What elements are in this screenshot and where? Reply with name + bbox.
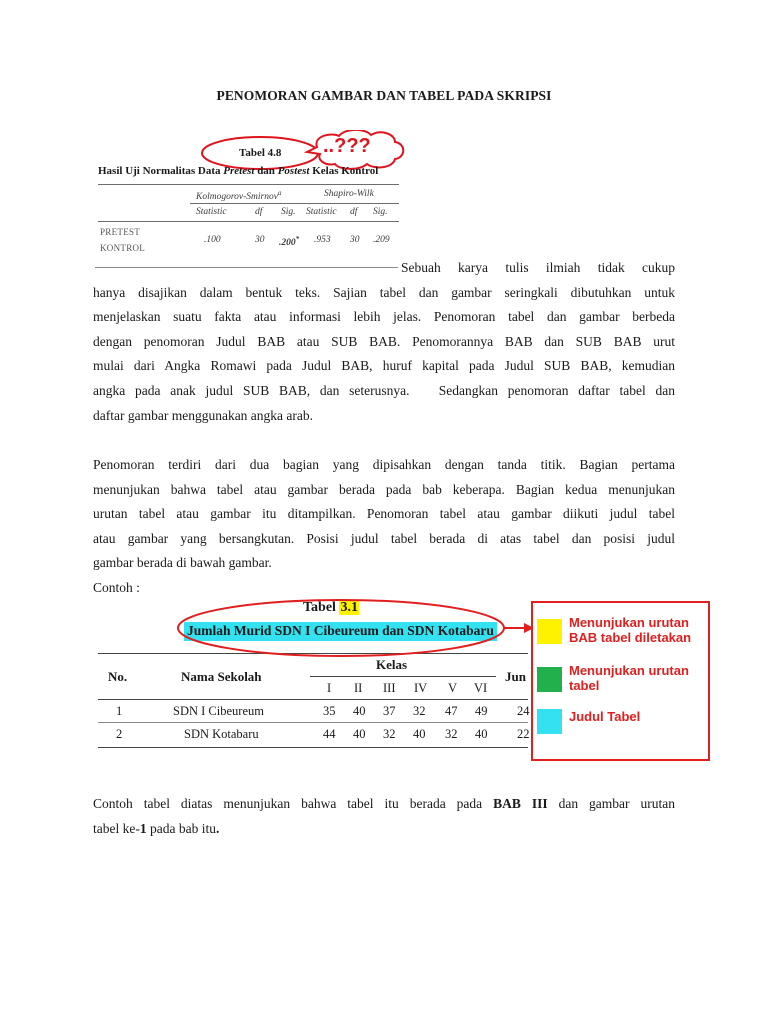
legend-swatch-cyan (537, 709, 562, 734)
table-4-8-figure (95, 130, 410, 275)
paragraph-line: menjelaskan suatu fakta atau informasi lebih jelas. Penomoran tabel dan gambar berbeda (93, 309, 675, 325)
table-3-1-title: Jumlah Murid SDN I Cibeureum dan SDN Kotabaru (184, 622, 497, 641)
table-cell: 47 (445, 704, 458, 718)
paragraph-line: gambar berada di bawah gambar. (93, 555, 272, 571)
legend-text: Judul Tabel (569, 709, 641, 724)
table-cell: 30 (255, 235, 265, 245)
legend-swatch-green (537, 667, 562, 692)
header-shapiro: Shapiro-Wilk (324, 189, 374, 199)
paragraph-line: dengan penomoran Judul BAB atau SUB BAB. Penomorannya BAB dan SUB BAB urut (93, 333, 675, 349)
paragraph-line: tabel ke-1 pada bab itu. (93, 820, 220, 836)
callout-text: ..??? (323, 135, 371, 157)
paragraph-line: Contoh tabel diatas menunjukan bahwa tabel itu berada pada BAB III dan gambar urutan (93, 796, 675, 811)
kelas-header: V (448, 681, 458, 695)
paragraph-line: Penomoran terdiri dari dua bagian yang dipisahkan dengan tanda titik. Bagian pertama (93, 457, 675, 472)
contoh-label: Contoh : (93, 579, 140, 595)
table-cell: 35 (323, 704, 336, 718)
callout-annotation (95, 130, 410, 190)
table-cell: 37 (383, 704, 396, 718)
table-cell: 40 (413, 727, 426, 741)
table-cell: 40 (353, 704, 366, 718)
subheader: Sig. (281, 207, 296, 217)
table-cell: SDN Kotabaru (184, 727, 259, 741)
paragraph-line: angka pada anak judul SUB BAB, dan seterusnya. Sedangkan penomoran daftar tabel dan (93, 382, 675, 398)
table-cell: .200* (279, 235, 300, 249)
table-cell: 22 (517, 727, 530, 741)
page-title: PENOMORAN GAMBAR DAN TABEL PADA SKRIPSI (216, 88, 552, 103)
paragraph-line: menunjukan bahwa tabel atau gambar berada pada bab keberapa. Bagian kedua menunjukan (93, 481, 675, 497)
table-cell: 2 (116, 727, 123, 741)
header-jumlah: Jun (505, 669, 526, 684)
table-cell: 40 (353, 727, 366, 741)
table-cell: 49 (475, 704, 488, 718)
subheader: df (350, 207, 358, 217)
paragraph-line: atau gambar yang bersangkutan. Posisi judul tabel berada di atas tabel dan posisi judul (93, 530, 675, 546)
legend-text: Menunjukan urutan BAB tabel diletakan (569, 615, 692, 645)
header-kolmogorov: Kolmogorov-Smirnov$^a$ (196, 189, 282, 203)
kelas-header: VI (474, 681, 488, 695)
kelas-header: I (327, 681, 332, 695)
subheader: Sig. (373, 207, 388, 217)
table-cell: 24 (517, 704, 530, 718)
legend-swatch-yellow (537, 619, 562, 644)
table-cell: 32 (413, 704, 426, 718)
table-cell: SDN I Cibeureum (173, 704, 264, 718)
table-3-1-figure (98, 597, 710, 762)
row-label: PRETEST (100, 227, 141, 237)
table-cell: 44 (323, 727, 336, 741)
table-3-1-caption: Tabel 3.1 (303, 600, 358, 615)
kelas-header: IV (414, 681, 428, 695)
kelas-header: II (354, 681, 363, 695)
table-cell: 32 (445, 727, 458, 741)
table-cell: 1 (116, 704, 123, 718)
legend-text: Menunjukan urutan tabel (569, 663, 689, 693)
subheader: Statistic (306, 207, 337, 217)
legend-box (531, 601, 710, 761)
table-cell: 30 (350, 235, 360, 245)
paragraph-3 (93, 792, 675, 841)
table-cell: .209 (373, 235, 390, 245)
table-4-8-caption: Tabel 4.8 (239, 147, 282, 159)
row-label: KONTROL (100, 243, 146, 253)
table-cell: .100 (204, 235, 221, 245)
paragraph-2 (93, 453, 675, 601)
header-no: No. (108, 669, 128, 684)
paragraph-line: daftar gambar menggunakan angka arab. (93, 407, 314, 423)
subheader: df (255, 207, 263, 217)
paragraph-line: hanya disajikan dalam bentuk teks. Sajian tabel dan gambar seringkali dibutuhkan untuk (93, 284, 675, 300)
table-cell: 32 (383, 727, 396, 741)
paragraph-line: Sebuah karya tulis ilmiah tidak cukup (401, 260, 675, 275)
table-4-8-title: Hasil Uji Normalitas Data Pretest dan Postest Kelas Kontrol (98, 165, 379, 177)
table-cell: 40 (475, 727, 488, 741)
header-nama-sekolah: Nama Sekolah (181, 669, 262, 684)
paragraph-line: urutan tabel atau gambar itu ditampilkan. Penomoran tabel atau gambar diikuti judul tabel (93, 506, 675, 522)
paragraph-1 (93, 256, 675, 428)
red-ellipse-annotation (98, 597, 538, 667)
paragraph-line: mulai dari Angka Romawi pada Judul BAB, huruf kapital pada Judul SUB BAB, kemudian (93, 358, 675, 374)
table-cell: .953 (314, 235, 331, 245)
kelas-header: III (383, 681, 396, 695)
header-kelas: Kelas (376, 657, 408, 672)
subheader: Statistic (196, 207, 227, 217)
